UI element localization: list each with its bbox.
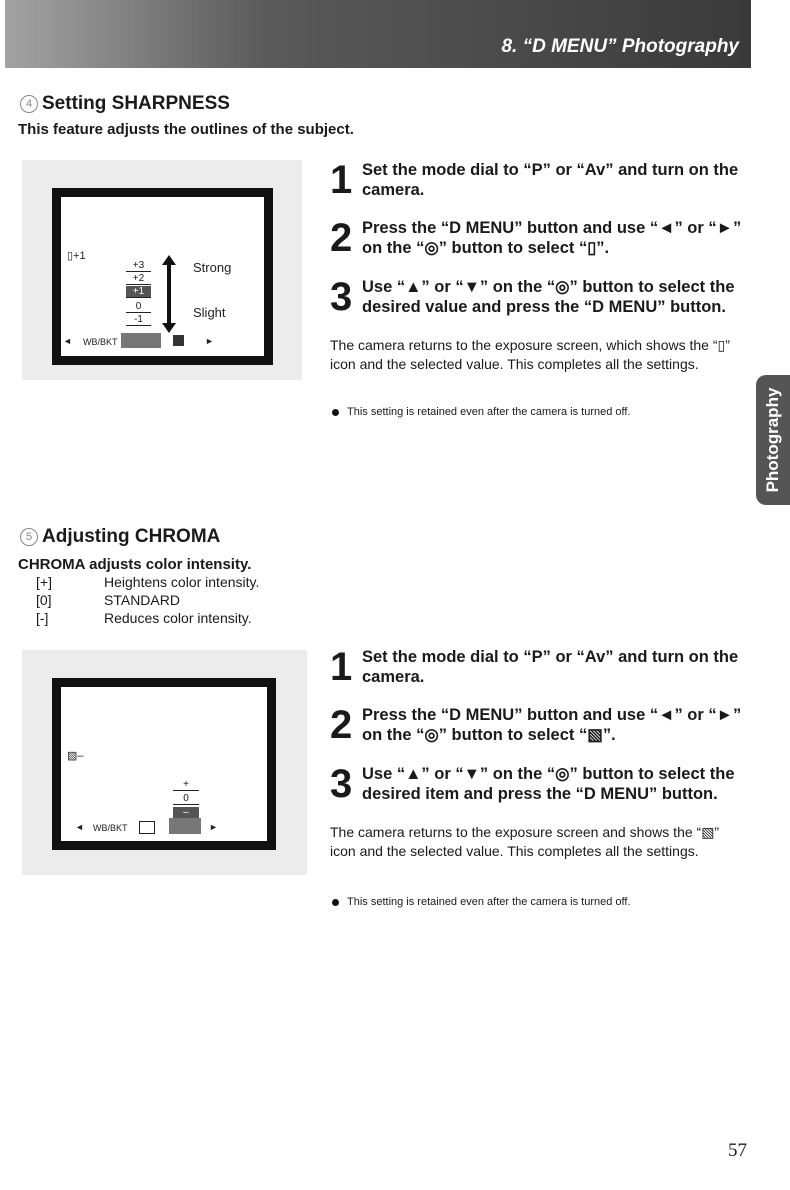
page-number: 57 <box>728 1140 747 1161</box>
chroma-screen <box>52 678 276 850</box>
step-text: Use “▲” or “▼” on the “◎” button to select the desired item and press the “D MENU” button. <box>362 765 735 803</box>
right-arrow-icon: ► <box>205 336 214 346</box>
option-text: Reduces color intensity. <box>104 610 252 626</box>
left-arrow-icon: ◄ <box>63 336 72 346</box>
sharpness-description: The camera returns to the exposure screen, which shows the “▯” icon and the selected value. This completes all the settings. <box>330 337 730 372</box>
note-text: This setting is retained even after the camera is turned off. <box>347 896 631 908</box>
wb-bkt-tab: WB/BKT <box>83 337 118 347</box>
chroma-title: Adjusting CHROMA <box>42 526 221 547</box>
bullet-icon <box>332 899 339 906</box>
chroma-note <box>332 896 631 908</box>
step-number: 2 <box>330 216 353 260</box>
chroma-step-3 <box>330 764 750 804</box>
option-code: [+] <box>36 574 52 590</box>
step-text: Set the mode dial to “P” or “Av” and turn on the camera. <box>362 648 739 686</box>
value-cell: 0 <box>173 793 199 805</box>
section-number: 5 <box>20 528 38 546</box>
bullet-icon <box>332 409 339 416</box>
step-number: 3 <box>330 275 353 319</box>
step-number: 1 <box>330 158 353 202</box>
sharpness-intro: This feature adjusts the outlines of the subject. <box>18 121 354 138</box>
value-cell: + <box>173 779 199 791</box>
chroma-tab-icon <box>169 818 201 834</box>
step-text: Set the mode dial to “P” or “Av” and turn on the camera. <box>362 161 739 199</box>
sharpness-step-1 <box>330 160 750 200</box>
sharpness-note <box>332 406 631 418</box>
strong-label: Strong <box>193 260 232 275</box>
list-item <box>36 610 259 628</box>
note-text: This setting is retained even after the camera is turned off. <box>347 406 631 418</box>
sharpness-title: Setting SHARPNESS <box>42 93 230 114</box>
left-arrow-icon: ◄ <box>75 822 84 832</box>
scale-arrow-icon <box>161 255 177 333</box>
step-text: Press the “D MENU” button and use “◄” or “►” on the “◎” button to select “▧”. <box>362 706 742 744</box>
value-cell: 0 <box>126 301 151 313</box>
section-number: 4 <box>20 95 38 113</box>
chroma-intro: CHROMA adjusts color intensity. <box>18 556 252 573</box>
sharpness-screen <box>52 188 273 365</box>
side-tab-label: Photography <box>763 387 782 493</box>
chroma-icon-label: ▧– <box>67 750 84 762</box>
sharpness-tab-icon <box>139 821 155 834</box>
sharpness-tab-icon <box>121 333 161 348</box>
sharpness-step-2 <box>330 218 750 258</box>
list-item <box>36 574 259 592</box>
option-text: Heightens color intensity. <box>104 574 260 590</box>
slight-label: Slight <box>193 305 226 320</box>
sharpness-heading <box>20 93 230 115</box>
header-title: 8. “D MENU” Photography <box>501 36 739 57</box>
chroma-heading <box>20 526 220 548</box>
step-number: 2 <box>330 703 353 747</box>
option-text: STANDARD <box>104 592 180 608</box>
value-cell: -1 <box>126 314 151 326</box>
option-code: [0] <box>36 592 52 608</box>
option-code: [-] <box>36 610 49 626</box>
value-cell-selected: +1 <box>126 286 151 298</box>
wb-bkt-tab: WB/BKT <box>93 823 128 833</box>
step-text: Press the “D MENU” button and use “◄” or “►” on the “◎” button to select “▯”. <box>362 219 742 257</box>
value-cell: +2 <box>126 273 151 285</box>
value-cell: +3 <box>126 260 151 272</box>
chroma-description: The camera returns to the exposure screen and shows the “▧” icon and the selected value. This completes all the settings. <box>330 824 720 859</box>
page-header <box>5 0 751 68</box>
chroma-tab-icon <box>173 335 184 346</box>
sharpness-step-3 <box>330 277 750 317</box>
chroma-step-1 <box>330 647 750 687</box>
step-number: 3 <box>330 762 353 806</box>
right-arrow-icon: ► <box>209 822 218 832</box>
chroma-options-list <box>36 574 259 628</box>
step-text: Use “▲” or “▼” on the “◎” button to select the desired value and press the “D MENU” button. <box>362 278 735 316</box>
list-item <box>36 592 259 610</box>
photography-side-tab <box>756 375 790 505</box>
sharpness-icon-label: ▯+1 <box>67 250 86 262</box>
chroma-step-2 <box>330 705 750 745</box>
value-cell-selected: – <box>173 807 199 819</box>
step-number: 1 <box>330 645 353 689</box>
